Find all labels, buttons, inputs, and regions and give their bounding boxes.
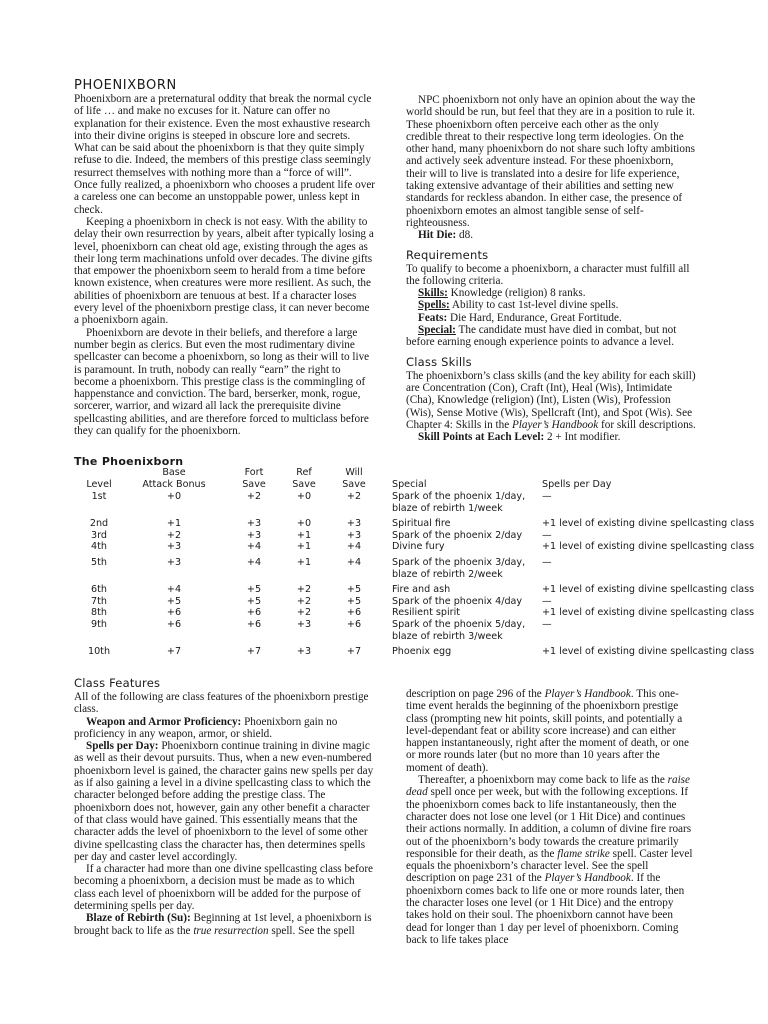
features-left-column bbox=[74, 676, 376, 937]
cell-will: +6 bbox=[346, 618, 362, 630]
class-features-intro: All of the following are class features of the phoenixborn prestige class. bbox=[74, 691, 369, 716]
cell-ref: +3 bbox=[296, 646, 312, 658]
cell-special: Spiritual fire bbox=[392, 518, 451, 530]
spells-label: Spells per Day: bbox=[86, 740, 159, 753]
cell-fort: +4 bbox=[246, 541, 262, 553]
cell-will: +7 bbox=[346, 646, 362, 658]
cell-level: 5th bbox=[91, 556, 107, 568]
cell-special: Spark of the phoenix 1/day, blaze of rebirth 1/week bbox=[392, 491, 526, 514]
table-row bbox=[74, 596, 754, 608]
blaze-label: Blaze of Rebirth (Su): bbox=[86, 912, 191, 925]
table-title: The Phoenixborn bbox=[74, 455, 184, 468]
cell-fort: +4 bbox=[246, 556, 262, 568]
intro-paragraph-4: NPC phoenixborn not only have an opinion about the way the world should be run, but feel that they are in a position to rule it. These phoenixborn often perceive each other as the only credible threat to their respective long term ideologies. On the other hand, many phoenixborn do not share such lofty ambitions and actively seek adventure instead. For these phoenixborn, their will to live is translated into a desire for life experience, taking extensive advantage of their abilities and setting new standards for reckless abandon. In either case, the presence of phoenixborn emotes an almost tangible sense of self-righteousness. bbox=[406, 94, 696, 229]
cell-spells: +1 level of existing divine spellcasting class bbox=[542, 607, 755, 619]
blaze-of-rebirth bbox=[74, 912, 376, 937]
cell-level: 8th bbox=[91, 607, 107, 619]
cell-spells: — bbox=[542, 618, 552, 630]
cell-bab: +3 bbox=[166, 556, 182, 568]
weapon-text: Phoenixborn gain no proficiency in any weapon, armor, or shield. bbox=[74, 715, 338, 740]
requirements-intro: To qualify to become a phoenixborn, a character must fulfill all the following criteria. bbox=[406, 262, 690, 287]
hit-die bbox=[406, 229, 696, 241]
cell-fort: +6 bbox=[246, 618, 262, 630]
cell-special: Spark of the phoenix 3/day, blaze of rebirth 2/week bbox=[392, 556, 526, 580]
cell-spells: +1 level of existing divine spellcasting class bbox=[542, 518, 755, 530]
requirement-spells bbox=[406, 299, 696, 311]
cell-spells: — bbox=[542, 595, 552, 607]
multiclass-paragraph: If a character had more than one divine spellcasting class before becoming a phoenixborn, a decision must be made as to which class each level of phoenixborn will be added for the purpose of determining spells per day. bbox=[74, 863, 374, 913]
text-part: Thereafter, a phoenixborn may come back to life as the bbox=[418, 774, 668, 787]
requirements-heading: Requirements bbox=[406, 247, 489, 262]
text-part: spell once per week, but with the following exceptions. If the phoenixborn comes back to life instantaneously, then the character does not lose one level (or 1 Hit Dice) and continues their actions normally. In addition, a column of divine fire roars out of the phoenixborn’s body towards the creature primarily responsible for their death, as the bbox=[406, 786, 692, 860]
cell-will: +2 bbox=[346, 491, 362, 502]
table-row bbox=[74, 514, 754, 530]
header-special: Special bbox=[392, 479, 427, 490]
cell-ref: +2 bbox=[296, 595, 312, 607]
cell-bab: +3 bbox=[166, 541, 182, 553]
cell-fort: +7 bbox=[246, 646, 262, 658]
class-features-heading: Class Features bbox=[74, 676, 161, 690]
cell-bab: +7 bbox=[166, 646, 182, 658]
header-bab: Base Attack Bonus bbox=[142, 467, 206, 490]
blaze-continued-paragraph bbox=[406, 688, 696, 774]
cell-level: 2nd bbox=[89, 518, 109, 530]
intro-paragraph-1: Phoenixborn are a preternatural oddity that break the normal cycle of life … and make no excuses for it. Nature can offer no explanation for their existence. Even the most exhaustive research into their divine origins is steeped in obscure lore and secrets. What can be said about the phoenixborn is that they quite simply refuse to die. Indeed, the members of this prestige class seemingly resurrect themselves with nothing more than a “force of will”. Once fully realized, a phoenixborn who chooses a prudent life over a careless one can become an unstoppable power, unless kept in check. bbox=[74, 93, 376, 216]
text-part: . If the phoenixborn comes back to life one or more rounds later, then the character loses one level (or 1 Hit Dice) and the entropy takes hold on their soul. The phoenixborn cannot have been dead for longer than 1 day per level of phoenixborn. Coming back to life takes place bbox=[406, 872, 685, 946]
cell-fort: +3 bbox=[246, 518, 262, 530]
cell-fort: +2 bbox=[246, 491, 262, 502]
cell-ref: +1 bbox=[296, 529, 312, 541]
cell-level: 3rd bbox=[91, 529, 107, 541]
spell-reference: flame strike bbox=[557, 847, 610, 860]
cell-will: +3 bbox=[346, 529, 362, 541]
intro-right-column bbox=[406, 94, 696, 443]
cell-special: Fire and ash bbox=[392, 584, 451, 596]
section-title: PHOENIXBORN bbox=[74, 78, 177, 93]
skill-points-value: 2 + Int modifier. bbox=[544, 431, 621, 444]
intro-paragraph-3: Phoenixborn are devote in their beliefs, and therefore a large number begin as clerics. But even the most rudimentary divine spellcaster can become a phoenixborn, so long as their will to live is paramount. In truth, nobody can really “earn” the right to become a phoenixborn. This prestige class is the commingling of happenstance and conviction. The bard, berserker, monk, rogue, sorcerer, warrior, and wizard all lack the prerequisite divine spellcasting abilities, and are therefore forced to multiclass before they can qualify for the phoenixborn. bbox=[74, 326, 370, 438]
requirement-label: Spells: bbox=[418, 299, 450, 312]
cell-special: Spark of the phoenix 4/day bbox=[392, 595, 523, 607]
cell-ref: +3 bbox=[296, 618, 312, 630]
cell-spells: +1 level of existing divine spellcasting class bbox=[542, 584, 755, 596]
requirement-label: Special: bbox=[418, 324, 456, 337]
raise-dead-paragraph bbox=[406, 774, 696, 946]
requirement-text: The candidate must have died in combat, but not before earning enough experience points to advance a level. bbox=[406, 324, 677, 349]
blaze-text-a: Beginning at 1st level, a phoenixborn is brought back to life as the bbox=[74, 912, 372, 937]
cell-special: Spark of the phoenix 2/day bbox=[392, 529, 523, 541]
cell-bab: +0 bbox=[166, 491, 182, 502]
cell-level: 9th bbox=[91, 618, 107, 630]
cell-special: Phoenix egg bbox=[392, 646, 452, 658]
book-reference: Player’s Handbook bbox=[544, 688, 631, 700]
header-spells: Spells per Day bbox=[542, 479, 612, 490]
cell-spells: — bbox=[542, 556, 552, 568]
requirement-feats bbox=[406, 312, 696, 324]
cell-will: +3 bbox=[346, 518, 362, 530]
spell-reference: true resurrection bbox=[193, 924, 269, 937]
class-skills-heading: Class Skills bbox=[406, 354, 472, 369]
requirement-skills bbox=[406, 287, 696, 299]
intro-paragraph-2: Keeping a phoenixborn in check is not easy. With the ability to delay their own resurrection by years, albeit after typically losing a level, phoenixborn can cheat old age, existing through the ages as their long term machinations unfold over decades. The divine gifts that empower the phoenixborn seem to herald from a time before known existence, when creatures were more resilient. As such, the abilities of phoenixborn are tenuous at best. If a character loses every level of the phoenixborn prestige class, it can never become a phoenixborn again. bbox=[74, 215, 374, 327]
skill-points-label: Skill Points at Each Level: bbox=[418, 431, 545, 444]
intro-left-column bbox=[74, 78, 376, 437]
cell-ref: +0 bbox=[296, 518, 312, 530]
table-row bbox=[74, 530, 754, 542]
header-will: Will Save bbox=[342, 467, 366, 490]
book-reference: Player’s Handbook bbox=[511, 418, 599, 431]
table-row bbox=[74, 553, 754, 580]
cell-will: +6 bbox=[346, 607, 362, 619]
table-row bbox=[74, 619, 754, 642]
cell-ref: +1 bbox=[296, 556, 312, 568]
cell-special: Divine fury bbox=[392, 541, 445, 553]
book-reference: Player’s Handbook bbox=[544, 872, 631, 885]
header-fort: Fort Save bbox=[242, 467, 266, 490]
spells-per-day bbox=[74, 740, 376, 863]
table-row bbox=[74, 580, 754, 596]
requirement-text: Ability to cast 1st-level divine spells. bbox=[449, 299, 619, 312]
cell-level: 10th bbox=[87, 646, 111, 658]
class-skills-text bbox=[406, 370, 696, 431]
cell-will: +4 bbox=[346, 556, 362, 568]
text-part: . This one-time event heralds the beginning of the phoenixborn prestige class (prompting new hit points, skill points, and potentially a level-dependant feat or ability score increase) and can either happen instantaneously, right after the moment of death, or one or more rounds later (but no more than 10 years after the moment of death). bbox=[406, 688, 689, 774]
weapon-label: Weapon and Armor Proficiency: bbox=[86, 715, 242, 728]
cell-will: +5 bbox=[346, 584, 362, 596]
hit-die-value: d8. bbox=[456, 229, 473, 242]
class-skills-text-b: for skill descriptions. bbox=[598, 418, 696, 431]
table-row bbox=[74, 642, 754, 658]
progression-table bbox=[74, 467, 754, 658]
cell-bab: +1 bbox=[166, 518, 182, 530]
cell-spells: — bbox=[542, 529, 552, 541]
cell-ref: +2 bbox=[296, 607, 312, 619]
table-row bbox=[74, 607, 754, 619]
text-part: description on page 296 of the bbox=[406, 688, 545, 700]
cell-fort: +5 bbox=[246, 595, 262, 607]
requirement-text: Die Hard, Endurance, Great Fortitude. bbox=[447, 311, 622, 324]
cell-bab: +4 bbox=[166, 584, 182, 596]
cell-spells: +1 level of existing divine spellcasting class bbox=[542, 646, 755, 658]
cell-level: 4th bbox=[91, 541, 107, 553]
text-part: spell. Caster level equals the phoenixborn’s character level. See the spell description on page 231 of the bbox=[406, 847, 693, 885]
cell-level: 7th bbox=[91, 595, 107, 607]
cell-bab: +5 bbox=[166, 595, 182, 607]
cell-special: Spark of the phoenix 5/day, blaze of rebirth 3/week bbox=[392, 618, 526, 642]
skill-points bbox=[406, 431, 696, 443]
cell-ref: +1 bbox=[296, 541, 312, 553]
table-row bbox=[74, 541, 754, 553]
requirement-label: Feats: bbox=[418, 311, 448, 324]
cell-bab: +6 bbox=[166, 618, 182, 630]
table-header-row bbox=[74, 467, 754, 491]
requirement-label: Skills: bbox=[418, 287, 448, 300]
cell-level: 1st bbox=[91, 491, 107, 502]
cell-spells: +1 level of existing divine spellcasting class bbox=[542, 541, 755, 553]
requirement-special bbox=[406, 324, 696, 349]
cell-spells: — bbox=[542, 491, 552, 502]
weapon-armor-proficiency bbox=[74, 716, 376, 741]
features-right-column bbox=[406, 688, 696, 946]
cell-level: 6th bbox=[91, 584, 107, 596]
class-skills-text-a: The phoenixborn’s class skills (and the key ability for each skill) are Concentration (Con), Craft (Int), Heal (Wis), Intimidate (Cha), Knowledge (religion) (Int), Listen (Wis), Profession (Wis), Sense Motive (Wis), Spellcraft (Int), and Spot (Wis). See Chapter 4: Skills in the bbox=[406, 369, 696, 431]
spells-text: Phoenixborn continue training in divine magic as well as their devout pursuits. Thus, when a new even-numbered phoenixborn level is gained, the character gains new spells per day as if also gaining a level in a divine spellcasting class to which the character belonged before adding the prestige class. The phoenixborn does not, however, gain any other benefit a character of that class would have gained. This essentially means that the character adds the level of phoenixborn to the level of some other divine spellcasting class the character has, then determines spells per day and caster level accordingly. bbox=[74, 740, 374, 863]
requirement-text: Knowledge (religion) 8 ranks. bbox=[447, 287, 586, 300]
cell-bab: +2 bbox=[166, 529, 182, 541]
cell-ref: +2 bbox=[296, 584, 312, 596]
table-row bbox=[74, 491, 754, 514]
cell-fort: +3 bbox=[246, 529, 262, 541]
cell-special: Resilient spirit bbox=[392, 607, 461, 619]
header-level: Level bbox=[86, 479, 112, 490]
cell-will: +4 bbox=[346, 541, 362, 553]
cell-fort: +6 bbox=[246, 607, 262, 619]
spell-reference: raise dead bbox=[406, 774, 690, 799]
cell-ref: +0 bbox=[296, 491, 312, 502]
blaze-text-b: spell. See the spell bbox=[268, 924, 355, 937]
hit-die-label: Hit Die: bbox=[418, 229, 457, 242]
header-ref: Ref Save bbox=[292, 467, 316, 490]
cell-fort: +5 bbox=[246, 584, 262, 596]
cell-will: +5 bbox=[346, 595, 362, 607]
cell-bab: +6 bbox=[166, 607, 182, 619]
